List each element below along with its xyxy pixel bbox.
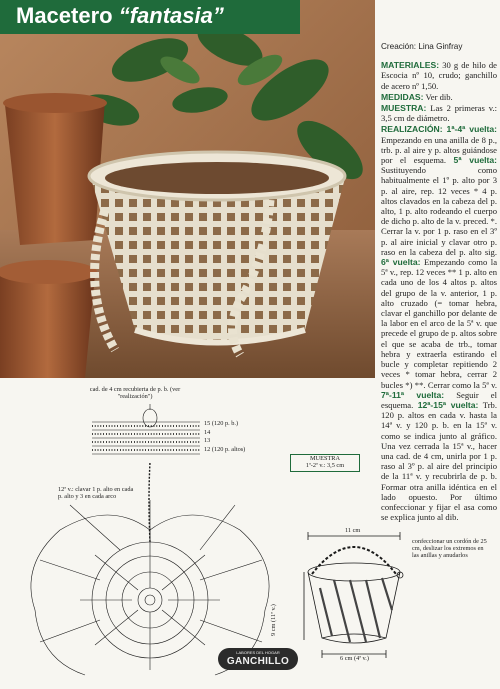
sample-box-title: MUESTRA (309, 455, 341, 462)
chart-row-13: 13 (204, 437, 211, 444)
logo-subtitle: LABORES DEL HOGAR (236, 650, 280, 655)
basket-photo (0, 0, 375, 378)
logo-title: GANCHILLO (226, 656, 290, 667)
measures-paragraph (381, 92, 497, 102)
measures-text: Ver dib. (425, 91, 453, 102)
magazine-logo (218, 648, 298, 670)
instructions-label: REALIZACIÓN: 1ª-4ª vuelta: (381, 124, 497, 135)
page-title (16, 3, 224, 29)
round12-text: Trb. 120 p. altos en cada v. hasta la 14ª v. y 120 p. b. en la 15ª v. como se indica junto al gráfico. Una vez cerrada la 15ª v., hacer una cad. de 4 cm, unirla por 1 p. raso al 3º p. al aire del principio de la 11ª v. y recubrirla de p. b. Formar otra anilla idéntica en el lado opuesto. Por último confeccionar y fijar el asa como se explica junto al dib. (381, 399, 498, 523)
instructions-text: Empezando en una anilla de 8 p., trb. p. al aire y p. altos guiándose por el esquema. (381, 134, 497, 166)
materials-text: 30 g de hilo de Escocia nº 10, crudo; ganchillo de acero nº 1,50. (381, 60, 498, 91)
sample-box (290, 454, 360, 472)
chart-note-round12: 12ª v.: clavar 1 p. alto en cada p. alto y 3 en cada arco (58, 486, 134, 500)
sample-box-text: 1ª-2ª v.: 3,5 cm (305, 462, 345, 469)
round6-label: 6ª vuelta: (381, 257, 421, 268)
chart-note-chain: cad. de 4 cm recubierta de p. b. (ver "realización") (89, 386, 181, 400)
sample-paragraph (381, 103, 497, 123)
chart-row-12: 12 (120 p. altos) (204, 446, 246, 453)
chart-row-14: 14 (204, 429, 211, 436)
sample-text: Las 2 primeras v.: 3,5 cm de diámetro. (381, 103, 497, 124)
round6-text: Empezando como la 5ª v., rep. 12 veces ** 1 p. alto en cada uno de los 4 altos p. altos del grupo de la v. anterior, 1 p. alto cruzado (= tomar hebra, clavar el ganchillo por delante de la labor en el arco de la 5ª v. que precede el grupo de p. altos sobre el que se acaba de trb., tomar hebra y extraerla estirando el bucle y completar repitiendo 2 veces * tomar hebra, cerrar 2 bucles *) **. Cerrar como la 5ª v. (381, 257, 498, 390)
chart-row-15: 15 (120 p. b.) (204, 420, 239, 427)
instructions-column (381, 42, 497, 523)
title-prefix: Macetero (16, 3, 119, 28)
basket-height-label: 9 cm (11ª v.) (270, 604, 277, 636)
basket-schematic (300, 510, 500, 684)
sample-label: MUESTRA: (381, 103, 427, 114)
materials-paragraph (381, 60, 497, 91)
basket-width-label: 11 cm (345, 527, 361, 534)
round7-label: 7ª-11ª vuelta: (381, 389, 445, 400)
round5-label: 5ª vuelta: (453, 155, 497, 166)
title-name: “fantasia” (118, 3, 224, 28)
materials-label: MATERIALES: (381, 60, 440, 71)
basket-base-label: 6 cm (4ª v.) (340, 655, 369, 662)
round7-text: Seguir el esquema. (381, 389, 497, 410)
credit-line: Creación: Lina Ginfray (381, 42, 463, 51)
instructions-paragraph (381, 124, 497, 522)
round5-text: Sustituyendo como habitualmente el 1º p. alto por 3 p. al aire, rep. 12 veces * 4 p. altos clavados en la cabeza del p. alto, 1 p. alto rodeando el cuerpo de dicho p. alto de la v. preced. *. Cerrar la v. por 1 p. raso en el 3º p. al aire inicial y clavar otro p. raso en la cabeza del p. alto sig. (381, 165, 497, 257)
basket-cord-note: confeccionar un cordón de 25 cm, deslizar los extremos en las anillas y anudarlos (412, 538, 487, 559)
round12-label: 12ª-15ª vuelta: (417, 399, 479, 410)
measures-label: MEDIDAS: (381, 91, 424, 102)
